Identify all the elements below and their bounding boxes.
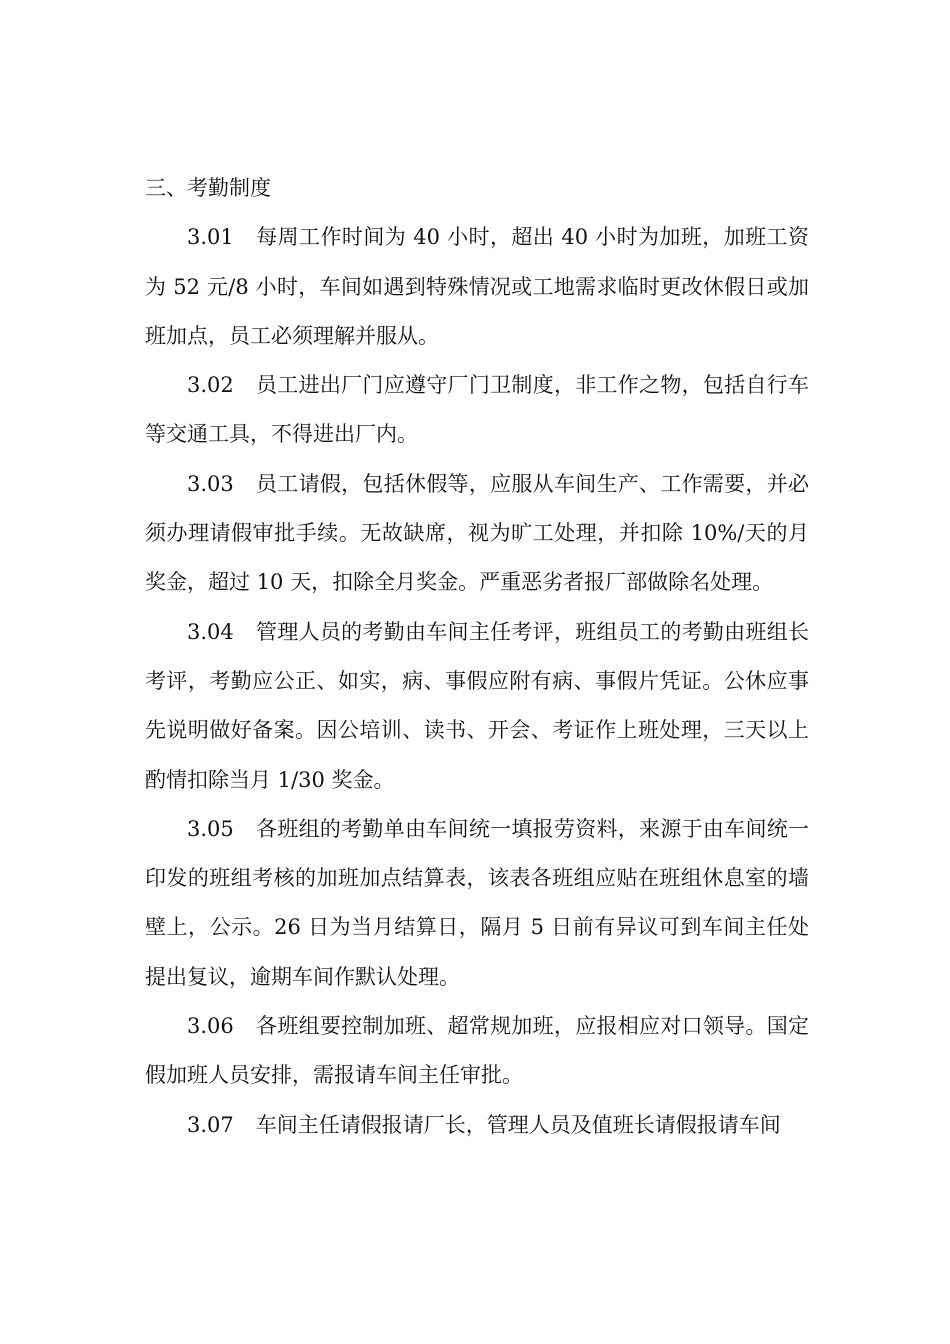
clause-text: 各班组要控制加班、超常规加班，应报相应对口领导。国定假加班人员安排，需报请车间主任审批。	[145, 1014, 809, 1088]
clause-text: 管理人员的考勤由车间主任考评，班组员工的考勤由班组长考评，考勤应公正、如实，病、事假应附有病、事假片凭证。公休应事先说明做好备案。因公培训、读书、开会、考证作上班处理，三天以上酌情扣除当月 1/30 奖金。	[145, 619, 809, 792]
clause-3-07	[145, 1101, 809, 1150]
clause-number: 3.05	[187, 816, 234, 841]
clause-text: 各班组的考勤单由车间统一填报劳资料，来源于由车间统一印发的班组考核的加班加点结算表，该表各班组应贴在班组休息室的墙壁上，公示。26 日为当月结算日，隔月 5 日前有异议可到车间主任处提出复议，逾期车间作默认处理。	[145, 816, 809, 989]
clause-3-06	[145, 1002, 809, 1101]
clause-number: 3.03	[187, 471, 234, 496]
clause-number: 3.02	[187, 373, 234, 398]
clause-text: 员工请假，包括休假等，应服从车间生产、工作需要，并必须办理请假审批手续。无故缺席，视为旷工处理，并扣除 10%/天的月奖金，超过 10 天，扣除全月奖金。严重恶劣者报厂部做除名处理。	[145, 471, 809, 595]
clause-number: 3.01	[187, 225, 234, 250]
clause-number: 3.07	[187, 1112, 234, 1137]
clause-text: 员工进出厂门应遵守厂门卫制度，非工作之物，包括自行车等交通工具，不得进出厂内。	[145, 373, 809, 447]
clause-3-03	[145, 460, 809, 608]
clause-3-02	[145, 361, 809, 460]
clause-3-01	[145, 213, 809, 361]
clause-text: 车间主任请假报请厂长，管理人员及值班长请假报请车间	[255, 1112, 781, 1137]
clause-3-05	[145, 805, 809, 1002]
clause-3-04	[145, 608, 809, 805]
section-heading: 三、考勤制度	[145, 176, 271, 200]
clause-number: 3.04	[187, 619, 234, 644]
clause-number: 3.06	[187, 1014, 234, 1039]
document-body	[145, 164, 809, 1150]
clause-text: 每周工作时间为 40 小时，超出 40 小时为加班，加班工资为 52 元/8 小时，车间如遇到特殊情况或工地需求临时更改休假日或加班加点，员工必须理解并服从。	[145, 225, 809, 348]
